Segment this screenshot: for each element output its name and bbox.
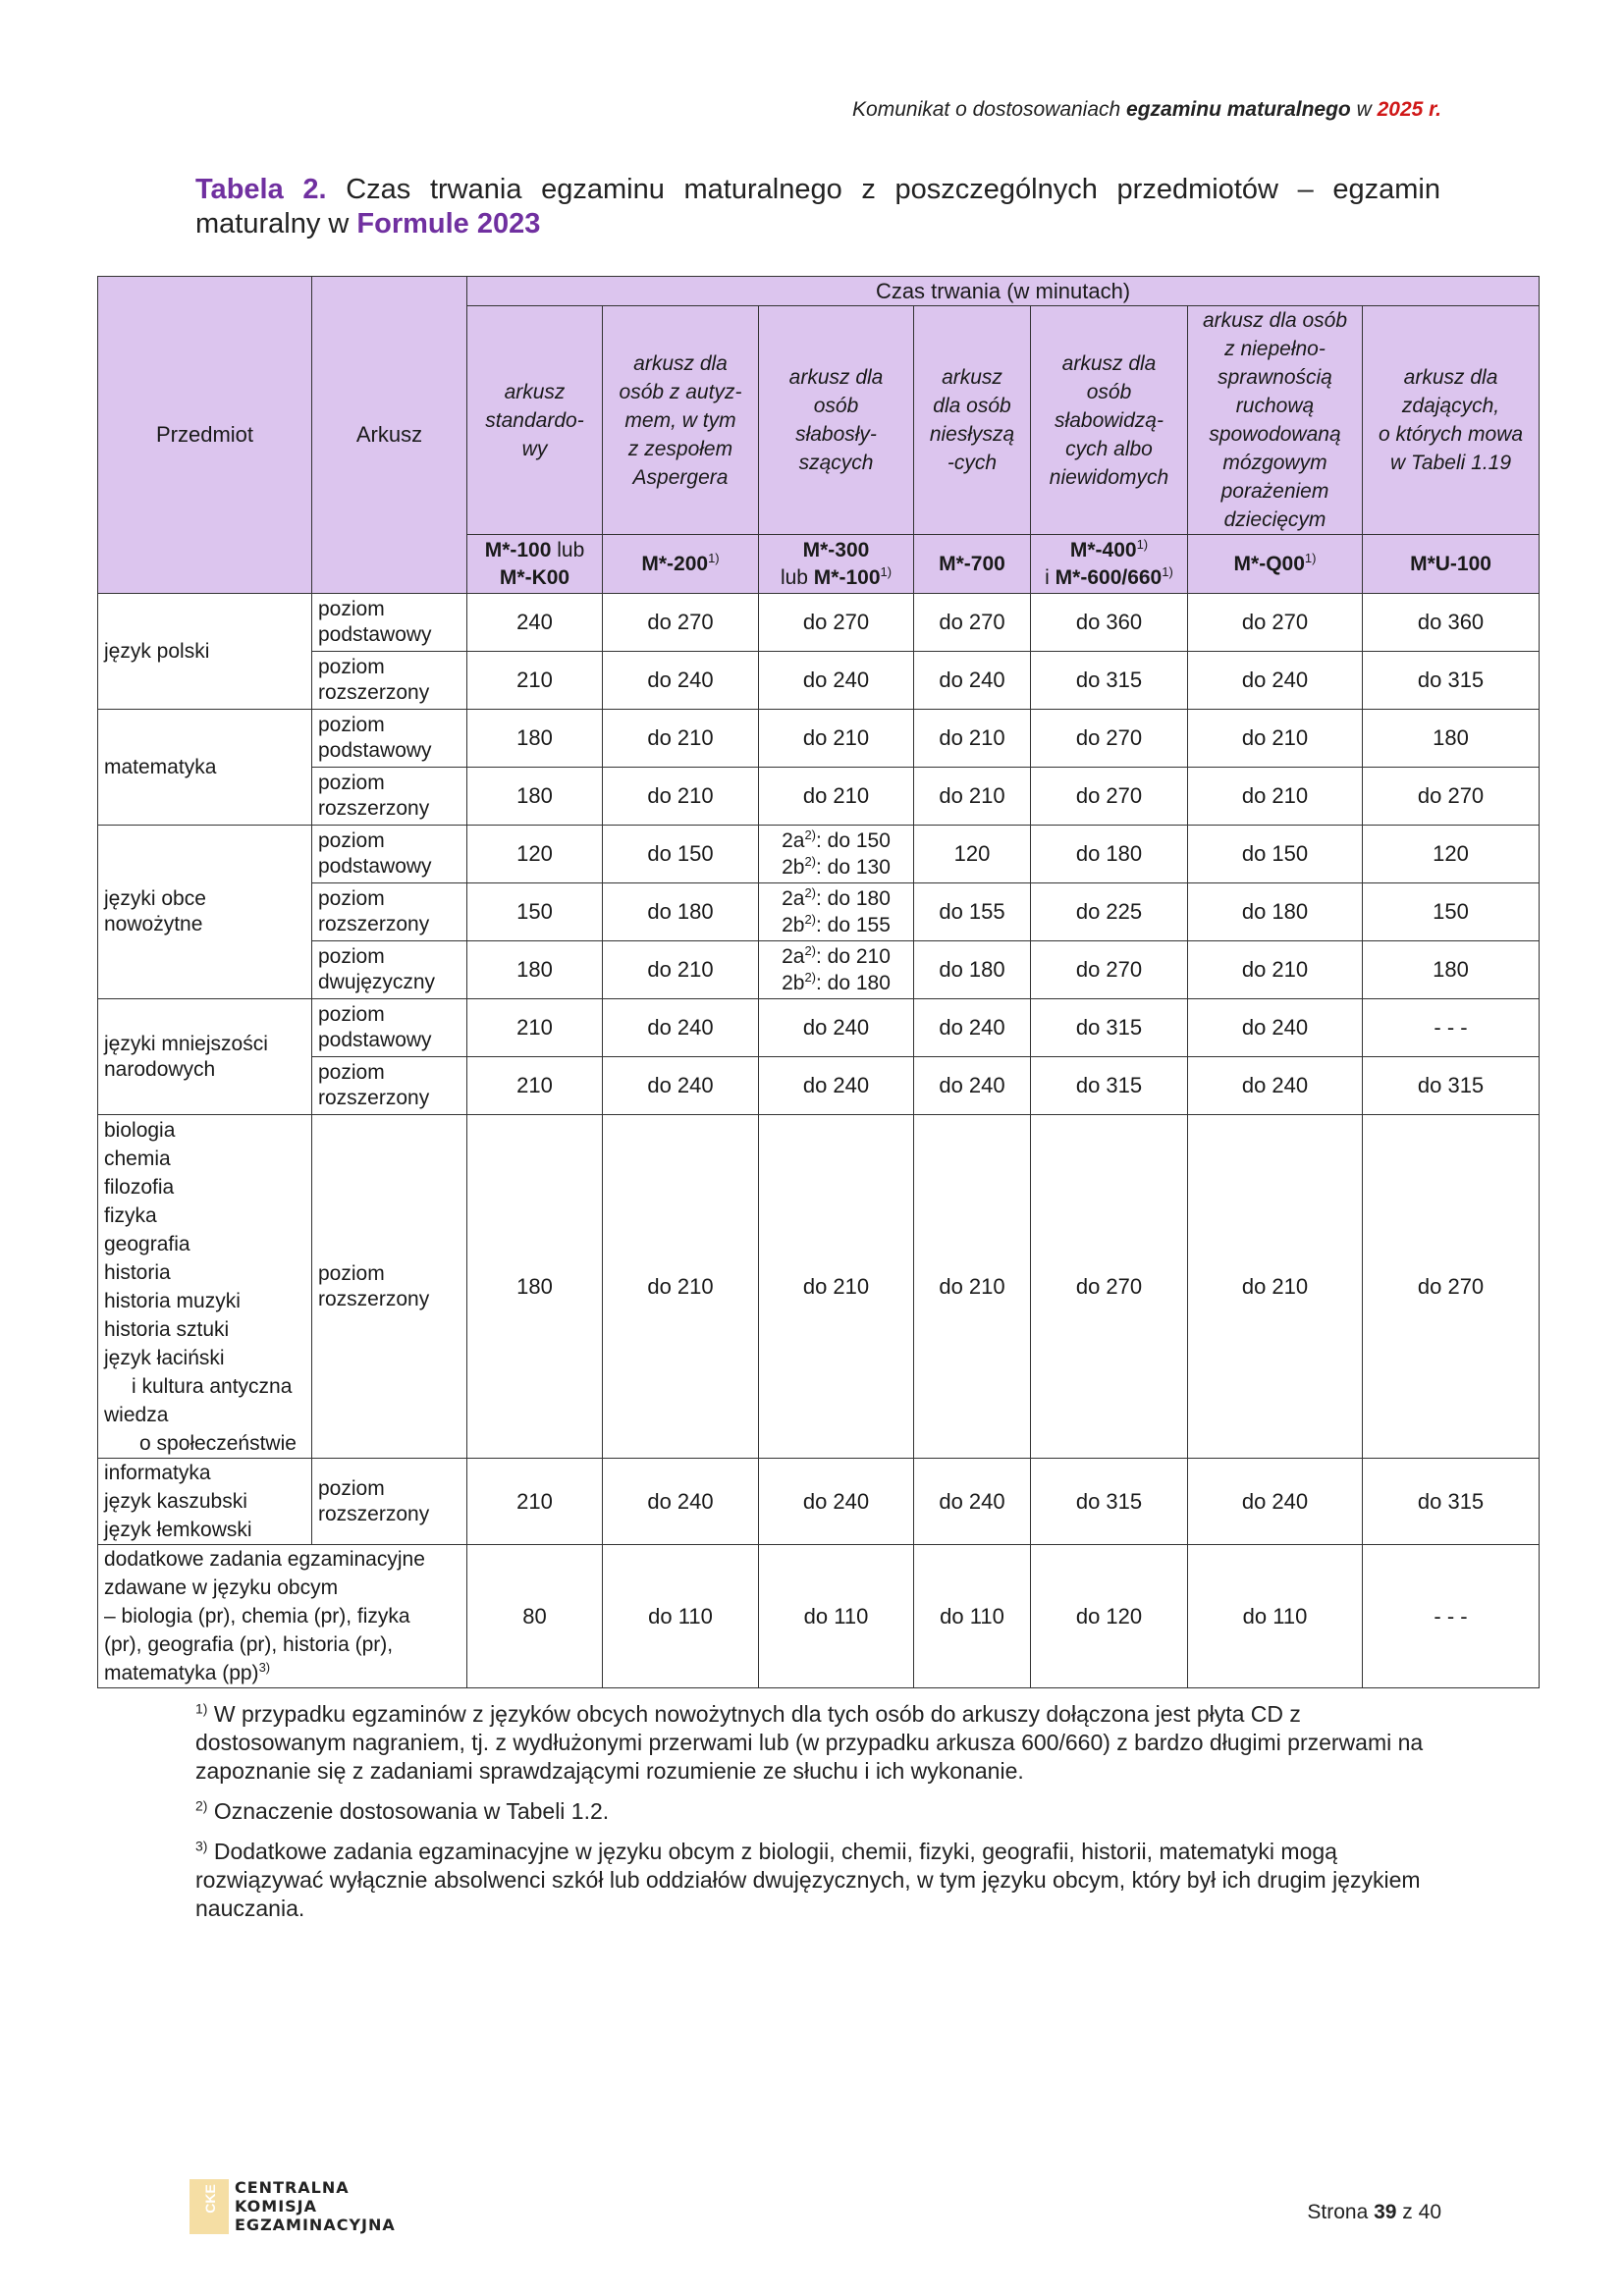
caption-formula: Formule 2023 [356,208,541,240]
sheet-cell: poziom rozszerzony [312,1115,467,1459]
table-row: poziom rozszerzony 210 do 240 do 240 do 240 do 315 do 240 do 315 [98,1057,1540,1115]
split-value-cell: $2a^{2)}$: do 150 $2b^{2)}$: do 130 [759,826,914,883]
table-row: poziom dwujęzyczny 180 do 210 $2a^{2)}$: do 210 $2b^{2)}$: do 180 do 180 do 270 do 210 180 [98,941,1540,999]
col-desc-hard-of-hearing: arkusz dla osób słabosły- szących [759,306,914,535]
exam-duration-table [97,276,1540,1688]
header-duration: Czas trwania (w minutach) [467,277,1540,306]
sheet-cell: poziom rozszerzony [312,768,467,826]
cke-logo-text: CENTRALNA KOMISJA EGZAMINACYJNA [235,2178,396,2234]
table-caption: Tabela 2. Czas trwania egzaminu maturalnego z poszczególnych przedmiotów – egzamin maturalny w Formule 2023 [195,174,1441,240]
header-subject: Przedmiot [98,277,312,594]
sheet-cell: poziom rozszerzony [312,1459,467,1545]
table-row: język polski poziom podstawowy 240 do 270 do 270 do 270 do 360 do 270 do 360 [98,594,1540,652]
split-value-cell: $2a^{2)}$: do 180 $2b^{2)}$: do 155 [759,883,914,941]
sheet-cell: poziom podstawowy [312,594,467,652]
table-row: poziom rozszerzony 210 do 240 do 240 do 240 do 315 do 240 do 315 [98,652,1540,710]
col-desc-cerebral-palsy: arkusz dla osób z niepełno- sprawnością ruchową spowodowaną mózgowym porażeniem dziecięcym [1188,306,1363,535]
subject-list-cell: dodatkowe zadania egzaminacyjne zdawane w języku obcym – biologia (pr), chemia (pr), fizyka (pr), geografia (pr), historia (pr), matematyka (pp)$^{3)}$ [98,1545,467,1688]
col-code-deaf: M*-700 [914,535,1031,594]
col-code-autism: M*-200$^{1)}$ [603,535,759,594]
table-row: języki mniejszości narodowych poziom podstawowy 210 do 240 do 240 do 240 do 315 do 240 - - - [98,999,1540,1057]
sheet-cell: poziom rozszerzony [312,1057,467,1115]
cke-logo [189,2178,396,2234]
subject-cell: języki obce nowożytne [98,826,312,999]
subject-cell: matematyka [98,710,312,826]
caption-label: Tabela 2. [195,174,327,205]
sheet-cell: poziom dwujęzyczny [312,941,467,999]
table-row: poziom rozszerzony 150 do 180 $2a^{2)}$: do 180 $2b^{2)}$: do 155 do 155 do 225 do 180 150 [98,883,1540,941]
col-desc-autism: arkusz dla osób z autyz- mem, w tym z zespołem Aspergera [603,306,759,535]
col-code-hard-of-hearing: M*-300 lub M*-100$^{1)}$ [759,535,914,594]
table-row: matematyka poziom podstawowy 180 do 210 do 210 do 210 do 270 do 210 180 [98,710,1540,768]
sheet-cell: poziom podstawowy [312,999,467,1057]
footnote: $^{1)}$ W przypadku egzaminów z języków obcych nowożytnych dla tych osób do arkuszy dołączona jest płyta CD z dostosowanym nagraniem, tj. z wydłużonymi przerwami lub (w przypadku arkusza 600/660) z bardzo długimi przerwami na zapoznanie się z zadaniami sprawdzającymi rozumienie ze słuchu i ich wykonanie. [195,1700,1424,1784]
table-row: informatyka język kaszubski język łemkowski poziom rozszerzony 210 do 240 do 240 do 240 do 315 do 240 do 315 [98,1459,1540,1545]
header-sheet: Arkusz [312,277,467,594]
subject-list-cell: informatyka język kaszubski język łemkowski [98,1459,312,1545]
page-number: Strona 39 z 40 [1307,2201,1441,2223]
sheet-cell: poziom rozszerzony [312,652,467,710]
table-row: języki obce nowożytne poziom podstawowy 120 do 150 $2a^{2)}$: do 150 $2b^{2)}$: do 130 120 do 180 do 150 120 [98,826,1540,883]
table-row: poziom rozszerzony 180 do 210 do 210 do 210 do 270 do 210 do 270 [98,768,1540,826]
col-desc-table-119: arkusz dla zdających, o których mowa w Tabeli 1.19 [1363,306,1540,535]
subject-cell: język polski [98,594,312,710]
col-desc-deaf: arkusz dla osób niesłyszą -cych [914,306,1031,535]
table-row: dodatkowe zadania egzaminacyjne zdawane w języku obcym – biologia (pr), chemia (pr), fizyka (pr), geografia (pr), historia (pr), matematyka (pp)$^{3)}$ 80 do 110 do 110 do 110 do 120 do 110 - - - [98,1545,1540,1688]
col-code-standard: M*-100 lub M*-K00 [467,535,603,594]
cke-logo-icon: CKE [189,2179,229,2234]
col-desc-standard: arkusz standardo- wy [467,306,603,535]
subject-list-cell: biologia chemia filozofia fizyka geografia historia historia muzyki historia sztuki język łaciński i kultura antyczna wiedza o społeczeństwie [98,1115,312,1459]
footnote: $^{3)}$ Dodatkowe zadania egzaminacyjne w języku obcym z biologii, chemii, fizyki, geografii, historii, matematyki mogą rozwiązywać wyłącznie absolwenci szkół lub oddziałów dwujęzycznych, w tym języku obcym, który był ich drugim językiem nauczania. [195,1838,1421,1921]
col-code-table-119: M*U-100 [1363,535,1540,594]
col-desc-visually-impaired: arkusz dla osób słabowidzą- cych albo niewidomych [1031,306,1188,535]
sheet-cell: poziom rozszerzony [312,883,467,941]
footnote: $^{2)}$ Oznaczenie dostosowania w Tabeli 1.2. [195,1797,610,1824]
col-code-cerebral-palsy: M*-Q00$^{1)}$ [1188,535,1363,594]
sheet-cell: poziom podstawowy [312,826,467,883]
col-code-visually-impaired: M*-400$^{1)}$ i M*-600/660$^{1)}$ [1031,535,1188,594]
running-header: Komunikat o dostosowaniach egzaminu maturalnego w 2025 r. [852,98,1441,121]
footnotes [195,1700,1440,1935]
split-value-cell: $2a^{2)}$: do 210 $2b^{2)}$: do 180 [759,941,914,999]
sheet-cell: poziom podstawowy [312,710,467,768]
table-row: biologia chemia filozofia fizyka geografia historia historia muzyki historia sztuki język łaciński i kultura antyczna wiedza o społeczeństwie poziom rozszerzony 180 do 210 do 210 do 210 do 270 do 210 do 270 [98,1115,1540,1459]
subject-cell: języki mniejszości narodowych [98,999,312,1115]
